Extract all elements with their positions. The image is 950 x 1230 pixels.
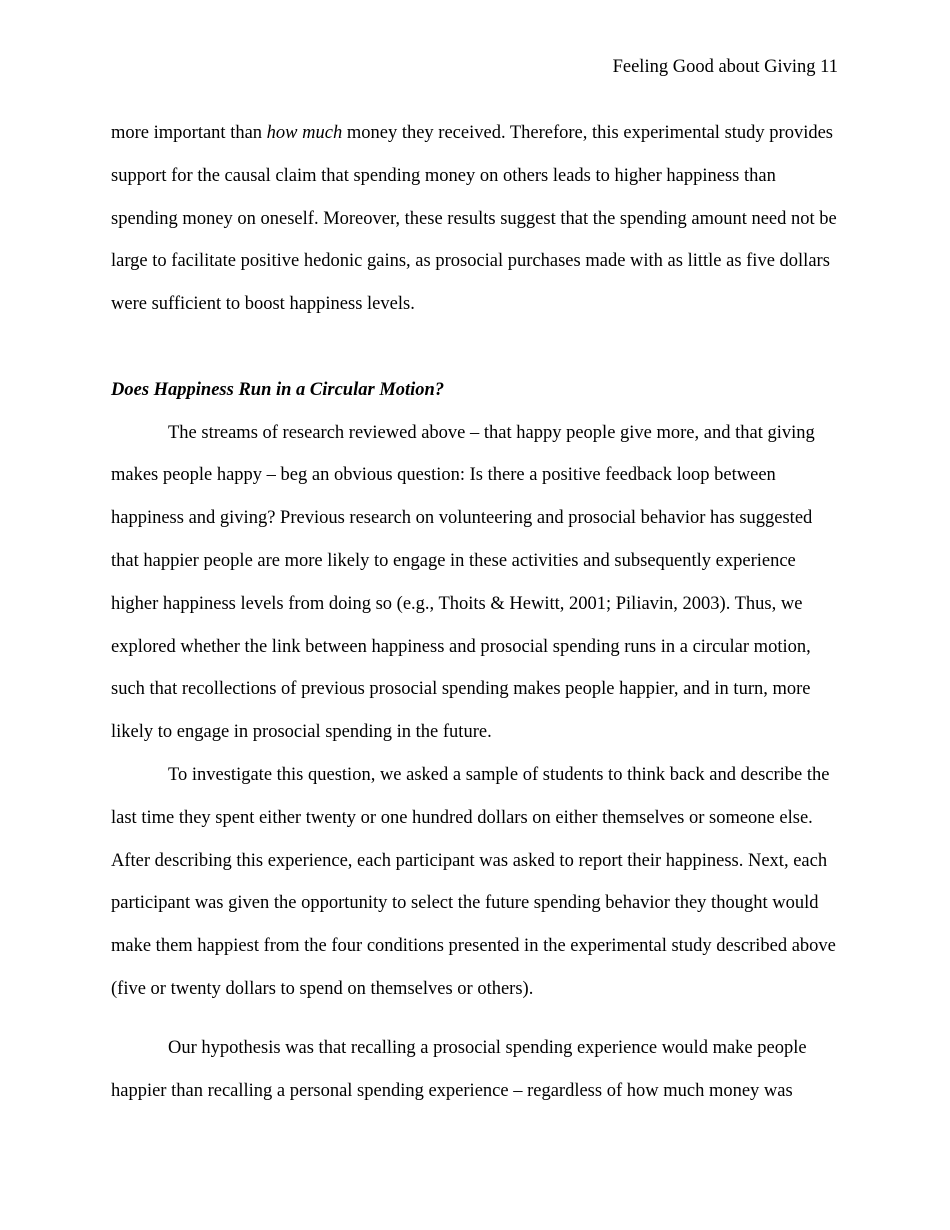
- paragraph-continuation: [111, 112, 843, 326]
- section-heading: Does Happiness Run in a Circular Motion?: [111, 379, 445, 400]
- paragraph-feedback-loop: The streams of research reviewed above – that happy people give more, and that giving makes people happy – beg an obvious question: Is there a positive feedback loop between happiness and giving? Previous research on volunteering and prosocial behavior has suggested that happier people are more likely to engage in these activities and subsequently experience higher happiness levels from doing so (e.g., Thoits & Hewitt, 2001; Piliavin, 2003). Thus, we explored whether the link between happiness and prosocial spending runs in a circular motion, such that recollections of previous prosocial spending makes people happier, and in turn, more likely to engage in prosocial spending in the future.: [111, 422, 815, 743]
- running-head: Feeling Good about Giving 11: [612, 57, 838, 77]
- body-text: [111, 112, 843, 1112]
- emphasis-how-much: how much: [266, 123, 343, 143]
- paragraph-investigation: To investigate this question, we asked a sample of students to think back and describe the last time they spent either twenty or one hundred dollars on either themselves or someone else. After describing this experience, each participant was asked to report their happiness. Next, each participant was given the opportunity to select the future spending behavior they thought would make them happiest from the four conditions presented in the experimental study described above (five or twenty dollars to spend on themselves or others).: [111, 764, 836, 999]
- paragraph-text-rest: money they received. Therefore, this experimental study provides support for the causal claim that spending money on others leads to higher happiness than spending money on oneself. Moreover, these results suggest that the spending amount need not be large to facilitate positive hedonic gains, as prosocial purchases made with as little as five dollars were sufficient to boost happiness levels.: [111, 123, 837, 315]
- paragraph-hypothesis: Our hypothesis was that recalling a prosocial spending experience would make people happier than recalling a personal spending experience – regardless of how much money was: [111, 1037, 807, 1101]
- paragraph-text-start: more important than: [111, 123, 267, 143]
